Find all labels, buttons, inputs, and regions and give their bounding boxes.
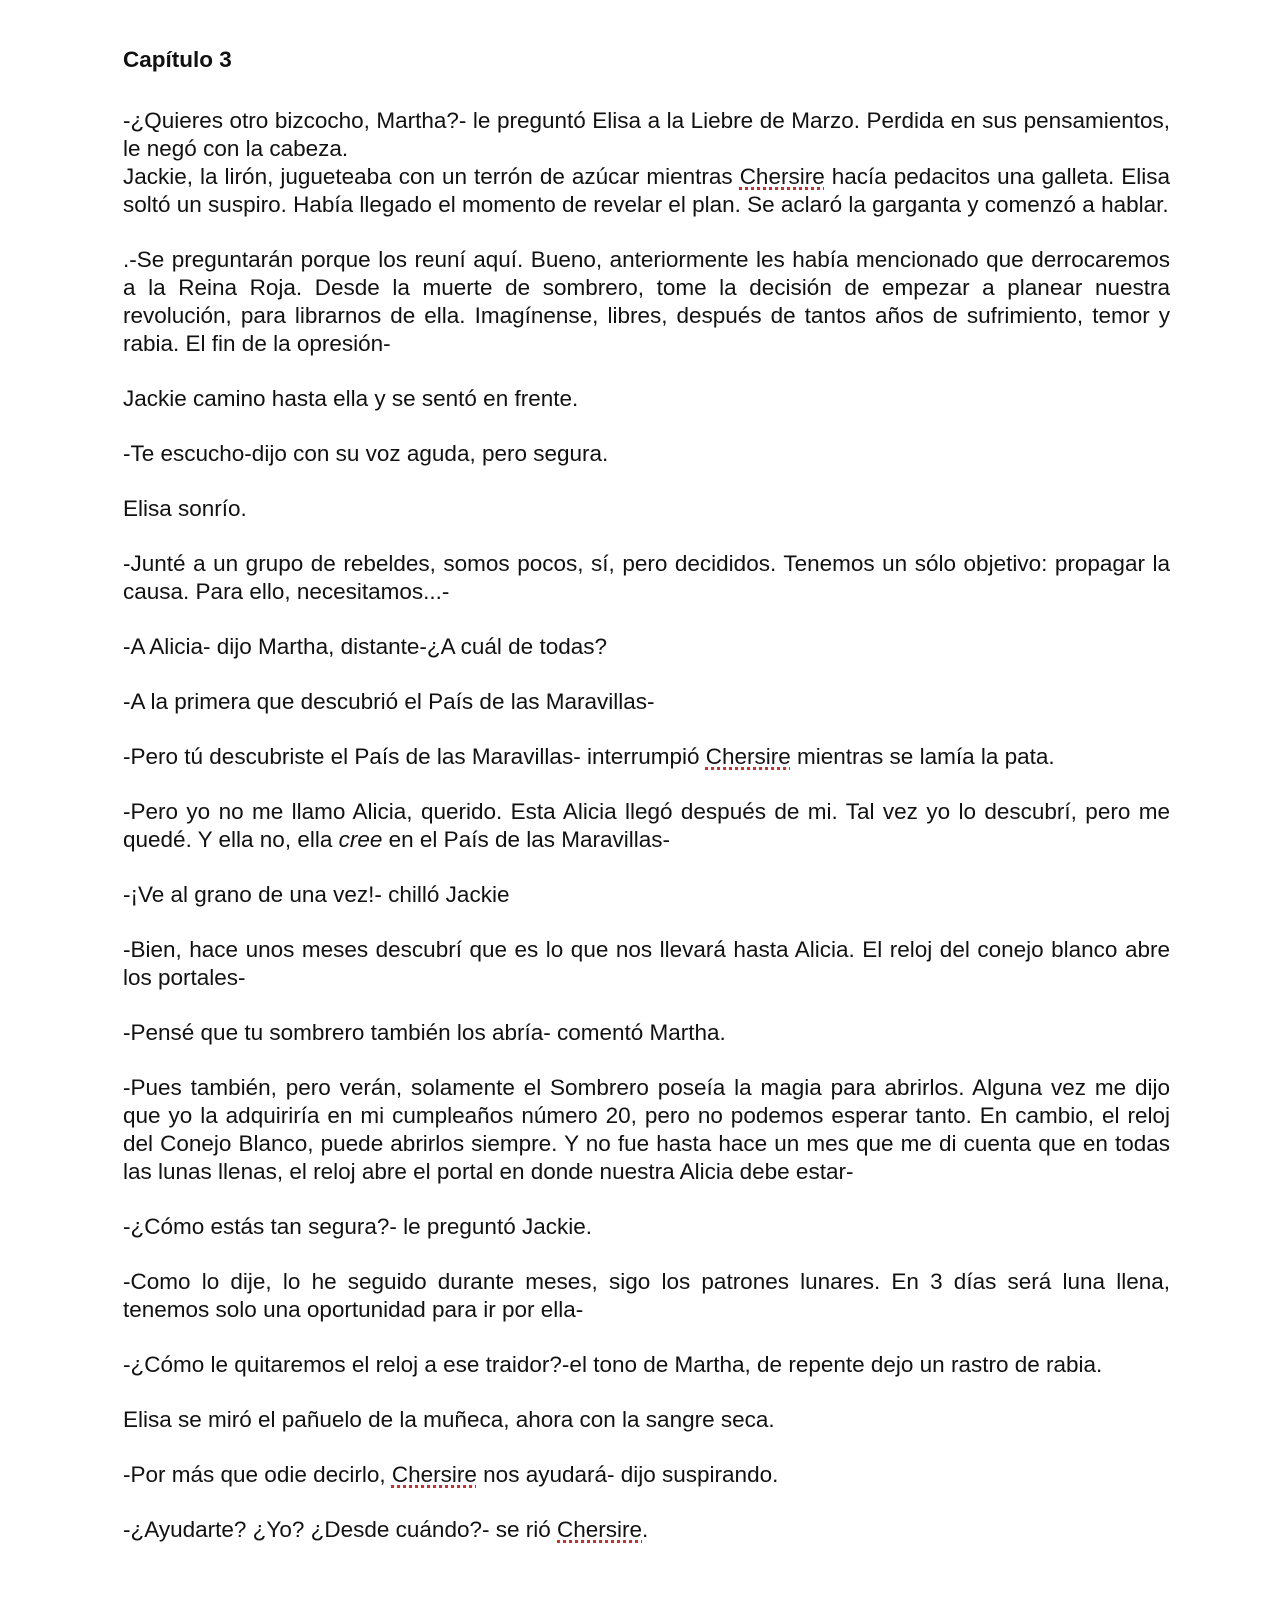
paragraph-text: Jackie, la lirón, jugueteaba con un terrón de azúcar mientras <box>123 164 740 189</box>
paragraph-text: -¿Cómo estás tan segura?- le preguntó Jackie. <box>123 1214 592 1239</box>
paragraph-text: -¿Quieres otro bizcocho, Martha?- le preguntó Elisa a la Liebre de Marzo. Perdida en sus pensamientos, le negó con la cabeza. <box>123 108 1170 161</box>
paragraph-text: nos ayudará- dijo suspirando. <box>476 1462 779 1487</box>
paragraph-text: -Te escucho-dijo con su voz aguda, pero segura. <box>123 441 609 466</box>
paragraph-text: -Pero tú descubriste el País de las Maravillas- interrumpió <box>123 744 706 769</box>
paragraph-10 <box>123 743 1170 771</box>
paragraph-text: hacía pedacitos una galleta. Elisa soltó un suspiro. Había llegado el momento de revelar el plan. Se aclaró la garganta y comenzó a hablar. <box>123 164 1170 217</box>
misspelled-word[interactable]: Chersire <box>391 1462 477 1487</box>
paragraph-text: -A la primera que descubrió el País de las Maravillas- <box>123 689 655 714</box>
paragraph-2 <box>123 163 1170 219</box>
paragraph-21 <box>123 1516 1170 1544</box>
paragraph-text: -Junté a un grupo de rebeldes, somos pocos, sí, pero decididos. Tenemos un sólo objetivo: propagar la causa. Para ello, necesitamos...- <box>123 551 1170 604</box>
misspelled-word[interactable]: Chersire <box>705 744 791 769</box>
paragraph-text: -Pues también, pero verán, solamente el Sombrero poseía la magia para abrirlos. Alguna vez me dijo que yo la adquiriría en mi cumpleaños número 20, pero no podemos esperar tanto. En cambio, el reloj del Conejo Blanco, puede abrirlos siempre. Y no fue hasta hace un mes que me di cuenta que en todas las lunas llenas, el reloj abre el portal en donde nuestra Alicia debe estar- <box>123 1075 1170 1184</box>
paragraph-5 <box>123 440 1170 468</box>
paragraph-11 <box>123 798 1170 854</box>
paragraph-text: -Bien, hace unos meses descubrí que es lo que nos llevará hasta Alicia. El reloj del conejo blanco abre los portales- <box>123 937 1170 990</box>
misspelled-word[interactable]: Chersire <box>557 1517 643 1542</box>
paragraph-13 <box>123 936 1170 992</box>
paragraph-text: . <box>642 1517 649 1542</box>
paragraph-text: -¿Ayudarte? ¿Yo? ¿Desde cuándo?- se rió <box>123 1517 557 1542</box>
misspelled-word[interactable]: Chersire <box>739 164 825 189</box>
paragraph-text: Elisa se miró el pañuelo de la muñeca, ahora con la sangre seca. <box>123 1407 775 1432</box>
paragraph-text: -A Alicia- dijo Martha, distante-¿A cuál de todas? <box>123 634 608 659</box>
paragraph-19 <box>123 1406 1170 1434</box>
paragraph-12 <box>123 881 1170 909</box>
paragraph-15 <box>123 1074 1170 1186</box>
paragraph-18 <box>123 1351 1170 1379</box>
paragraph-6 <box>123 495 1170 523</box>
paragraph-1 <box>123 107 1170 163</box>
paragraph-16 <box>123 1213 1170 1241</box>
paragraph-text: mientras se lamía la pata. <box>790 744 1055 769</box>
paragraph-8 <box>123 633 1170 661</box>
paragraph-text: -Pero yo no me llamo Alicia, querido. Esta Alicia llegó después de mi. Tal vez yo lo descubrí, pero me quedé. Y ella no, ella <box>123 799 1170 852</box>
italic-word: cree <box>338 827 383 852</box>
paragraph-text: en el País de las Maravillas- <box>382 827 671 852</box>
paragraph-text: Elisa sonrío. <box>123 496 247 521</box>
paragraph-4 <box>123 385 1170 413</box>
paragraph-text: Jackie camino hasta ella y se sentó en frente. <box>123 386 579 411</box>
paragraph-20 <box>123 1461 1170 1489</box>
chapter-title: Capítulo 3 <box>123 47 232 72</box>
paragraph-17 <box>123 1268 1170 1324</box>
paragraph-text: -¿Cómo le quitaremos el reloj a ese traidor?-el tono de Martha, de repente dejo un rastro de rabia. <box>123 1352 1103 1377</box>
paragraph-9 <box>123 688 1170 716</box>
paragraph-text: .-Se preguntarán porque los reuní aquí. Bueno, anteriormente les había mencionado que derrocaremos a la Reina Roja. Desde la muerte de sombrero, tome la decisión de empezar a planear nuestra revolución, para librarnos de ella. Imagínense, libres, después de tantos años de sufrimiento, temor y rabia. El fin de la opresión- <box>123 247 1170 356</box>
paragraph-text: -Por más que odie decirlo, <box>123 1462 392 1487</box>
paragraph-text: -Pensé que tu sombrero también los abría- comentó Martha. <box>123 1020 726 1045</box>
paragraph-3 <box>123 246 1170 358</box>
paragraph-text: -Como lo dije, lo he seguido durante meses, sigo los patrones lunares. En 3 días será luna llena, tenemos solo una oportunidad para ir por ella- <box>123 1269 1170 1322</box>
document-page <box>123 40 1170 1544</box>
paragraph-14 <box>123 1019 1170 1047</box>
paragraph-7 <box>123 550 1170 606</box>
paragraph-text: -¡Ve al grano de una vez!- chilló Jackie <box>123 882 510 907</box>
